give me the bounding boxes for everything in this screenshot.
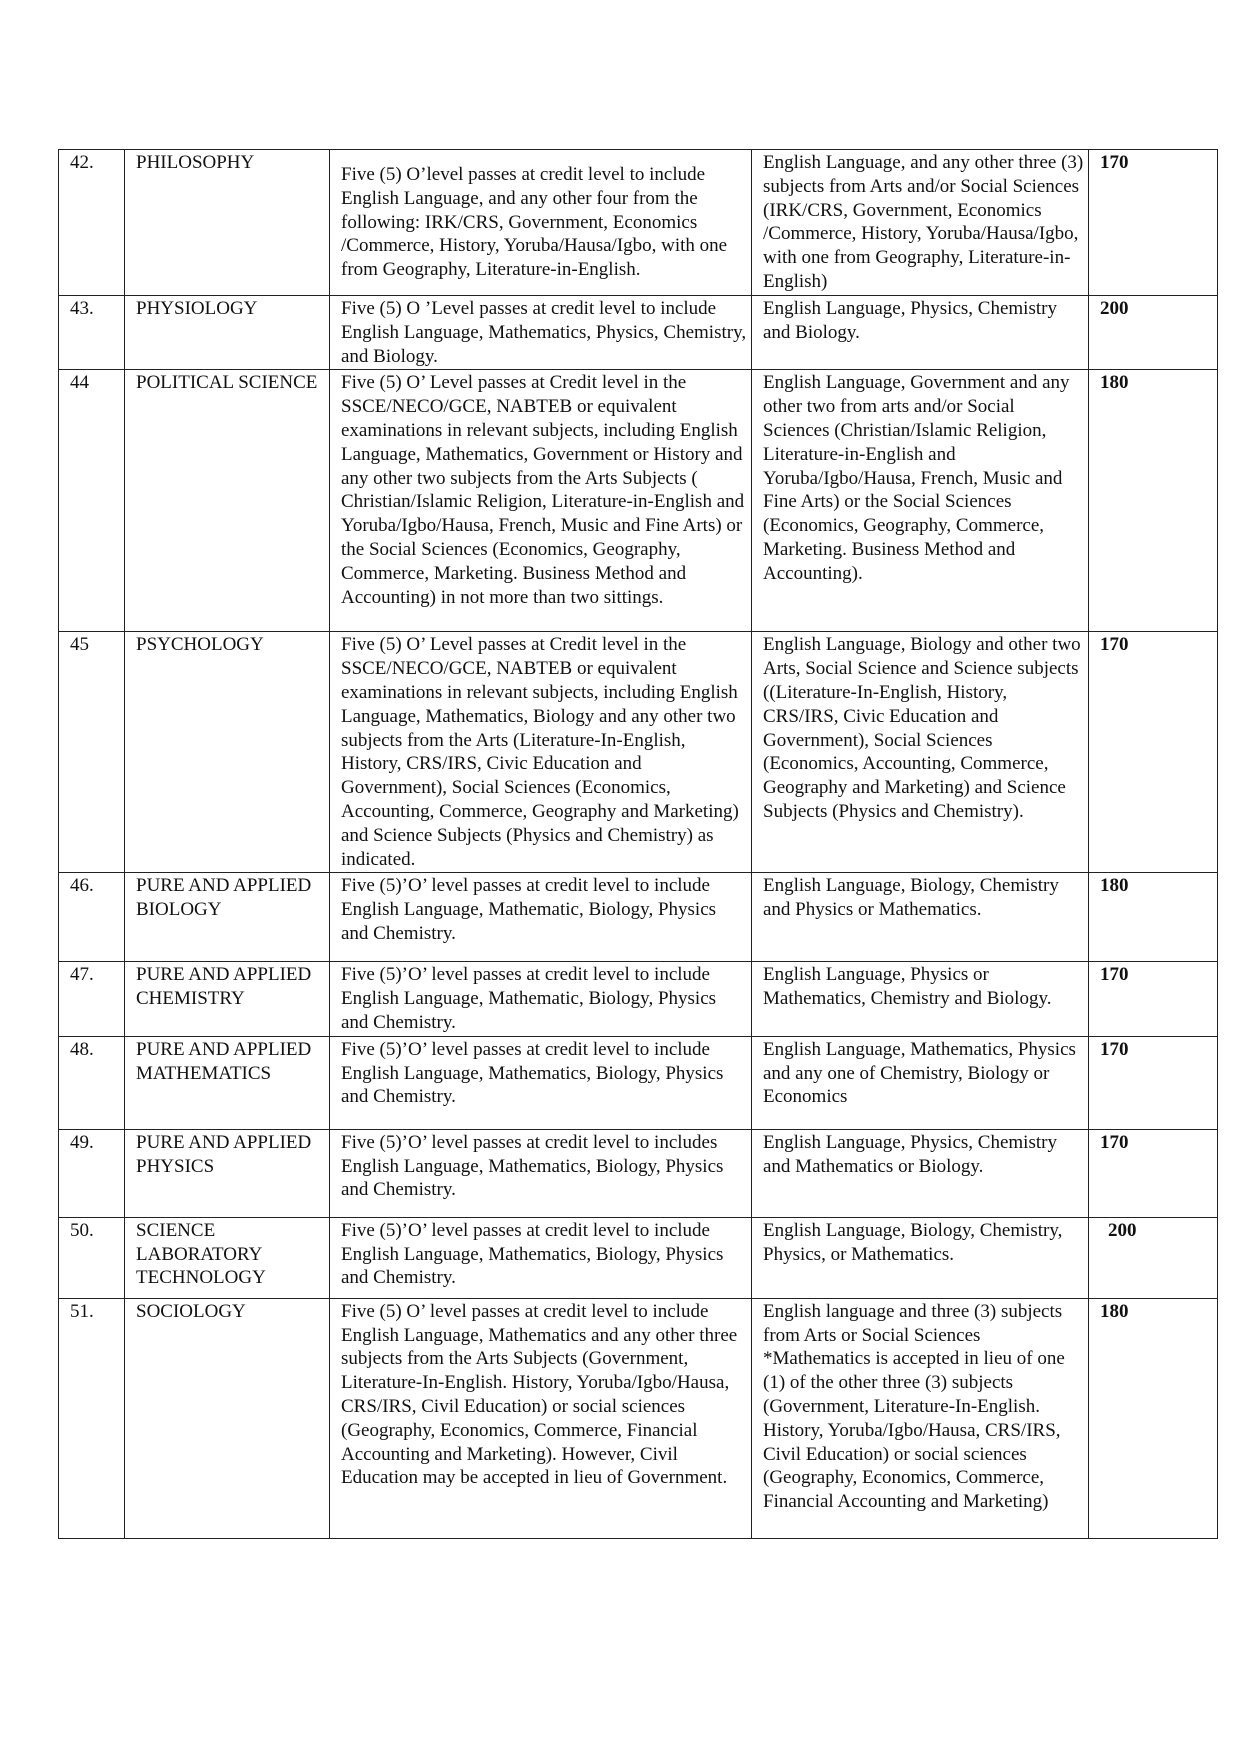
cutoff-mark: 200 — [1089, 296, 1218, 370]
olevel-requirements: Five (5) O’ Level passes at Credit level in the SSCE/NECO/GCE, NABTEB or equivalent examinations in relevant subjects, including English Language, Mathematics, Government or History and any other two subjects from the Arts Subjects ( Christian/Islamic Religion, Literature-in-English and Yoruba/Igbo/Hausa, French, Music and Fine Arts) or the Social Sciences (Economics, Geography, Commerce, Marketing. Business Method and Accounting) in not more than two sittings. — [330, 370, 752, 632]
row-number: 46. — [59, 873, 125, 962]
course-name: PHYSIOLOGY — [125, 296, 330, 370]
row-number: 43. — [59, 296, 125, 370]
cutoff-mark: 170 — [1089, 1129, 1218, 1217]
table-row — [59, 632, 1218, 873]
table-row — [59, 370, 1218, 632]
olevel-requirements: Five (5) O’ level passes at credit level to include English Language, Mathematics and any other three subjects from the Arts Subjects (Government, Literature-In-English. History, Yoruba/Igbo/Hausa, CRS/IRS, Civil Education) or social sciences (Geography, Economics, Commerce, Financial Accounting and Marketing). However, Civil Education may be accepted in lieu of Government. — [330, 1298, 752, 1538]
table-row — [59, 150, 1218, 296]
cutoff-mark: 180 — [1089, 370, 1218, 632]
utme-subjects: English Language, and any other three (3) subjects from Arts and/or Social Sciences (IRK/CRS, Government, Economics /Commerce, History, Yoruba/Hausa/Igbo, with one from Geography, Literature-in-English) — [752, 150, 1089, 296]
utme-subjects: English Language, Mathematics, Physics and any one of Chemistry, Biology or Economics — [752, 1036, 1089, 1129]
utme-subjects: English Language, Biology and other two Arts, Social Science and Science subjects ((Literature-In-English, History, CRS/IRS, Civic Education and Government), Social Sciences (Economics, Accounting, Commerce, Geography and Marketing) and Science Subjects (Physics and Chemistry). — [752, 632, 1089, 873]
cutoff-mark: 180 — [1089, 1298, 1218, 1538]
utme-subjects: English Language, Biology, Chemistry and Physics or Mathematics. — [752, 873, 1089, 962]
olevel-requirements: Five (5)’O’ level passes at credit level to include English Language, Mathematics, Biology, Physics and Chemistry. — [330, 1217, 752, 1298]
olevel-requirements: Five (5)’O’ level passes at credit level to include English Language, Mathematic, Biology, Physics and Chemistry. — [330, 962, 752, 1036]
utme-subjects: English Language, Physics or Mathematics, Chemistry and Biology. — [752, 962, 1089, 1036]
course-name: POLITICAL SCIENCE — [125, 370, 330, 632]
course-name: PURE AND APPLIED BIOLOGY — [125, 873, 330, 962]
utme-subjects: English Language, Government and any other two from arts and/or Social Sciences (Christian/Islamic Religion, Literature-in-English and Yoruba/Igbo/Hausa, French, Music and Fine Arts) or the Social Sciences (Economics, Geography, Commerce, Marketing. Business Method and Accounting). — [752, 370, 1089, 632]
course-name: PURE AND APPLIED MATHEMATICS — [125, 1036, 330, 1129]
utme-subjects: English Language, Biology, Chemistry, Physics, or Mathematics. — [752, 1217, 1089, 1298]
course-name: PURE AND APPLIED CHEMISTRY — [125, 962, 330, 1036]
course-name: PSYCHOLOGY — [125, 632, 330, 873]
row-number: 42. — [59, 150, 125, 296]
course-name: SCIENCE LABORATORY TECHNOLOGY — [125, 1217, 330, 1298]
table-row — [59, 1036, 1218, 1129]
course-name: SOCIOLOGY — [125, 1298, 330, 1538]
olevel-requirements: Five (5)’O’ level passes at credit level to include English Language, Mathematic, Biology, Physics and Chemistry. — [330, 873, 752, 962]
cutoff-mark: 170 — [1089, 962, 1218, 1036]
table-row — [59, 962, 1218, 1036]
cutoff-mark: 170 — [1089, 1036, 1218, 1129]
admission-requirements-table — [58, 149, 1218, 1539]
utme-subjects: English Language, Physics, Chemistry and Biology. — [752, 296, 1089, 370]
olevel-requirements: Five (5)’O’ level passes at credit level to includes English Language, Mathematics, Biology, Physics and Chemistry. — [330, 1129, 752, 1217]
row-number: 49. — [59, 1129, 125, 1217]
row-number: 47. — [59, 962, 125, 1036]
table-row — [59, 296, 1218, 370]
cutoff-mark: 170 — [1089, 632, 1218, 873]
row-number: 48. — [59, 1036, 125, 1129]
olevel-requirements: Five (5) O’ Level passes at Credit level in the SSCE/NECO/GCE, NABTEB or equivalent examinations in relevant subjects, including English Language, Mathematics, Biology and any other two subjects from the Arts (Literature-In-English, History, CRS/IRS, Civic Education and Government), Social Sciences (Economics, Accounting, Commerce, Geography and Marketing) and Science Subjects (Physics and Chemistry) as indicated. — [330, 632, 752, 873]
row-number: 50. — [59, 1217, 125, 1298]
olevel-requirements: Five (5)’O’ level passes at credit level to include English Language, Mathematics, Biology, Physics and Chemistry. — [330, 1036, 752, 1129]
olevel-requirements: Five (5) O ’Level passes at credit level to include English Language, Mathematics, Physics, Chemistry, and Biology. — [330, 296, 752, 370]
utme-subjects: English language and three (3) subjects from Arts or Social Sciences *Mathematics is accepted in lieu of one (1) of the other three (3) subjects (Government, Literature-In-English. History, Yoruba/Igbo/Hausa, CRS/IRS, Civil Education) or social sciences (Geography, Economics, Commerce, Financial Accounting and Marketing) — [752, 1298, 1089, 1538]
cutoff-mark: 170 — [1089, 150, 1218, 296]
course-name: PHILOSOPHY — [125, 150, 330, 296]
row-number: 51. — [59, 1298, 125, 1538]
cutoff-mark: 180 — [1089, 873, 1218, 962]
table-row — [59, 1298, 1218, 1538]
table-row — [59, 1217, 1218, 1298]
table-row — [59, 873, 1218, 962]
course-name: PURE AND APPLIED PHYSICS — [125, 1129, 330, 1217]
cutoff-mark: 200 — [1089, 1217, 1218, 1298]
row-number: 44 — [59, 370, 125, 632]
olevel-requirements: Five (5) O’level passes at credit level to include English Language, and any other four from the following: IRK/CRS, Government, Economics /Commerce, History, Yoruba/Hausa/Igbo, with one from Geography, Literature-in-English. — [330, 150, 752, 296]
table-row — [59, 1129, 1218, 1217]
row-number: 45 — [59, 632, 125, 873]
utme-subjects: English Language, Physics, Chemistry and Mathematics or Biology. — [752, 1129, 1089, 1217]
